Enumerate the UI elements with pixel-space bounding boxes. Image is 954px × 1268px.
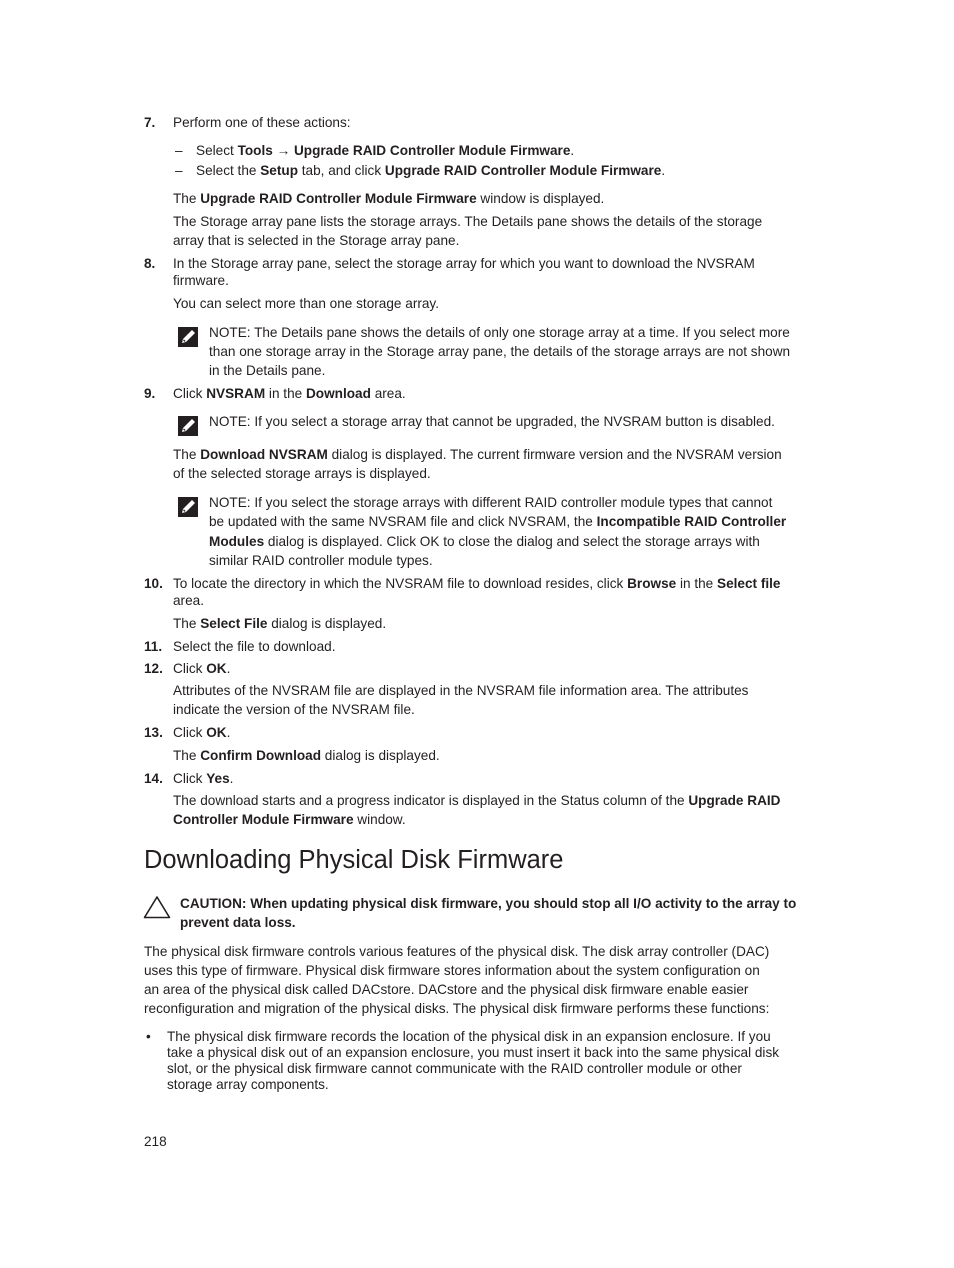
result-line: The Upgrade RAID Controller Module Firmware window is displayed.	[173, 191, 605, 206]
info-line: indicate the version of the NVSRAM file.	[173, 702, 415, 717]
note-text: similar RAID controller module types.	[209, 553, 433, 568]
note-text: be updated with the same NVSRAM file and click NVSRAM, the Incompatible RAID Controller	[209, 514, 787, 529]
step-number: 14.	[144, 771, 163, 786]
caution-text: CAUTION: When updating physical disk firmware, you should stop all I/O activity to the array to	[180, 896, 797, 911]
step-number: 8.	[144, 256, 156, 271]
info-line: The download starts and a progress indicator is displayed in the Status column of the Upgrade RAID	[173, 793, 781, 808]
note-text: than one storage array in the Storage array pane, the details of the storage arrays are not shown	[209, 344, 791, 359]
body-paragraph-line: reconfiguration and migration of the physical disks. The physical disk firmware performs these functions:	[144, 1001, 770, 1016]
option-line: Select Tools → Upgrade RAID Controller Module Firmware.	[196, 143, 575, 158]
section-heading: Downloading Physical Disk Firmware	[144, 846, 564, 874]
step-number: 9.	[144, 386, 156, 401]
note-text: in the Details pane.	[209, 363, 326, 378]
result-line: The Select File dialog is displayed.	[173, 616, 387, 631]
note-text: NOTE: If you select the storage arrays with different RAID controller module types that cannot	[209, 495, 773, 510]
note-text: NOTE: If you select a storage array that cannot be upgraded, the NVSRAM button is disabled.	[209, 414, 775, 429]
step-text: To locate the directory in which the NVSRAM file to download resides, click Browse in the Select file	[173, 576, 781, 591]
body-paragraph-line: The physical disk firmware controls various features of the physical disk. The disk array controller (DAC)	[144, 944, 770, 959]
result-line: The Confirm Download dialog is displayed.	[173, 748, 440, 763]
result-line: The Download NVSRAM dialog is displayed. The current firmware version and the NVSRAM version	[173, 447, 782, 462]
dash-bullet: –	[175, 163, 183, 178]
list-item-line: The physical disk firmware records the location of the physical disk in an expansion enclosure. If you	[167, 1029, 771, 1044]
info-line: Controller Module Firmware window.	[173, 812, 406, 827]
note-pencil-icon	[177, 326, 199, 348]
option-line: Select the Setup tab, and click Upgrade RAID Controller Module Firmware.	[196, 163, 666, 178]
caution-text: prevent data loss.	[180, 915, 296, 930]
result-line: of the selected storage arrays is displayed.	[173, 466, 431, 481]
info-line: The Storage array pane lists the storage arrays. The Details pane shows the details of the storage	[173, 214, 763, 229]
list-item-line: slot, or the physical disk firmware cannot communicate with the RAID controller module or other	[167, 1061, 742, 1076]
list-item-line: storage array components.	[167, 1077, 329, 1092]
note-text: Modules dialog is displayed. Click OK to close the dialog and select the storage arrays with	[209, 534, 760, 549]
step-text: firmware.	[173, 273, 229, 288]
page-number: 218	[144, 1134, 167, 1149]
note-text: NOTE: The Details pane shows the details of only one storage array at a time. If you select more	[209, 325, 790, 340]
step-text: Click OK.	[173, 725, 231, 740]
dash-bullet: –	[175, 143, 183, 158]
step-number: 7.	[144, 115, 156, 130]
list-bullet: •	[146, 1029, 151, 1044]
note-pencil-icon	[177, 496, 199, 518]
step-text: Select the file to download.	[173, 639, 336, 654]
body-paragraph-line: an area of the physical disk called DACstore. DACstore and the physical disk firmware enable easier	[144, 982, 749, 997]
step-text: Click Yes.	[173, 771, 234, 786]
step-number: 10.	[144, 576, 163, 591]
step-text: Click OK.	[173, 661, 231, 676]
step-text: Perform one of these actions:	[173, 115, 351, 130]
info-line: You can select more than one storage array.	[173, 296, 439, 311]
step-number: 13.	[144, 725, 163, 740]
info-line: array that is selected in the Storage array pane.	[173, 233, 460, 248]
note-pencil-icon	[177, 415, 199, 437]
step-text: area.	[173, 593, 204, 608]
list-item-line: take a physical disk out of an expansion enclosure, you must insert it back into the same physical disk	[167, 1045, 780, 1060]
info-line: Attributes of the NVSRAM file are displayed in the NVSRAM file information area. The attributes	[173, 683, 749, 698]
step-number: 12.	[144, 661, 163, 676]
step-text: In the Storage array pane, select the storage array for which you want to download the NVSRAM	[173, 256, 755, 271]
body-paragraph-line: uses this type of firmware. Physical disk firmware stores information about the system configuration on	[144, 963, 760, 978]
step-text: Click NVSRAM in the Download area.	[173, 386, 406, 401]
caution-triangle-icon	[143, 895, 171, 919]
step-number: 11.	[144, 639, 163, 654]
